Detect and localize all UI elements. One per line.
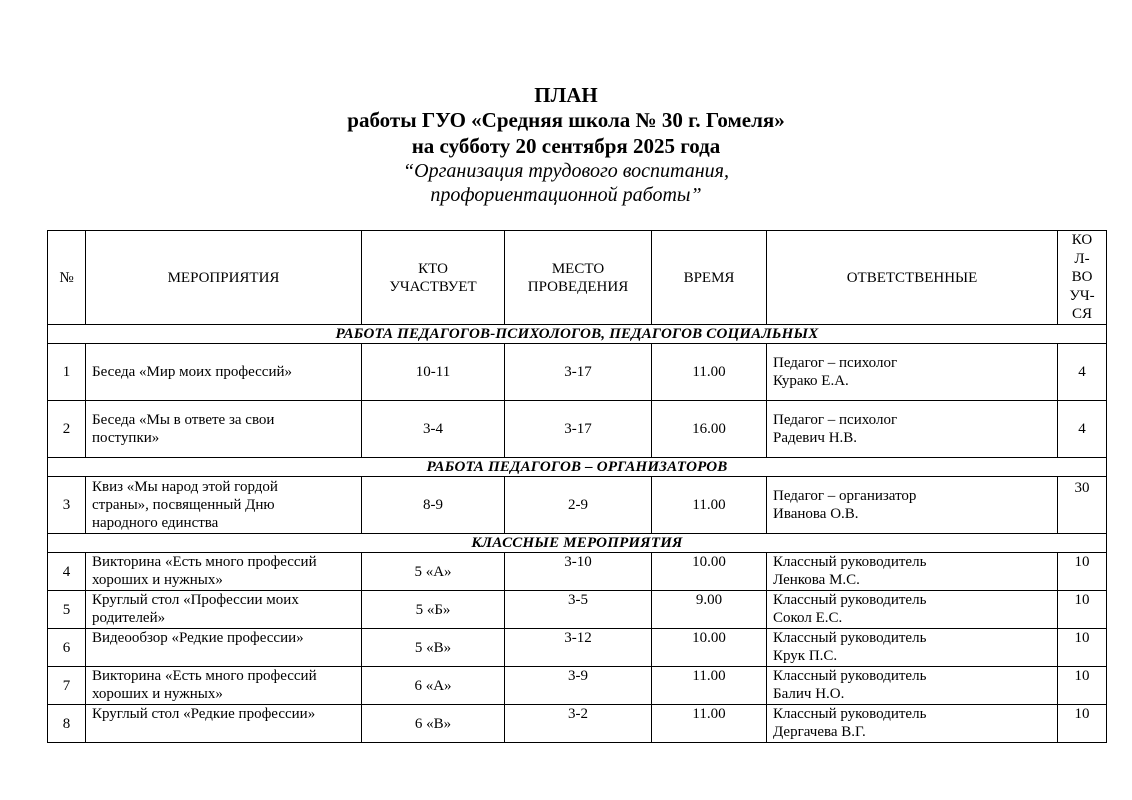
row-participants: 6 «В» <box>362 705 505 743</box>
row-responsible: Классный руководитель Сокол Е.С. <box>767 591 1058 629</box>
row-num: 8 <box>48 705 86 743</box>
row-num: 2 <box>48 401 86 458</box>
row-num: 5 <box>48 591 86 629</box>
row-participants: 10-11 <box>362 344 505 401</box>
row-place: 2-9 <box>505 477 652 534</box>
row-count: 10 <box>1058 629 1107 667</box>
table-row <box>48 477 1107 534</box>
row-time: 11.00 <box>652 344 767 401</box>
row-responsible: Классный руководитель Ленкова М.С. <box>767 553 1058 591</box>
row-count: 4 <box>1058 401 1107 458</box>
plan-table <box>47 230 1107 743</box>
section-title: РАБОТА ПЕДАГОГОВ-ПСИХОЛОГОВ, ПЕДАГОГОВ СОЦИАЛЬНЫХ <box>48 325 1107 344</box>
row-participants: 6 «А» <box>362 667 505 705</box>
row-event: Викторина «Есть много профессий хороших и нужных» <box>86 667 362 705</box>
row-responsible: Классный руководитель Балич Н.О. <box>767 667 1058 705</box>
row-time: 10.00 <box>652 629 767 667</box>
row-participants: 5 «В» <box>362 629 505 667</box>
row-count: 10 <box>1058 705 1107 743</box>
plan-date: на субботу 20 сентября 2025 года <box>411 133 721 158</box>
section-row <box>48 458 1107 477</box>
col-header-responsible: ОТВЕТСТВЕННЫЕ <box>767 231 1058 325</box>
row-count: 10 <box>1058 553 1107 591</box>
row-count: 10 <box>1058 667 1107 705</box>
row-event: Квиз «Мы народ этой гордой страны», посвященный Дню народного единства <box>86 477 362 534</box>
row-place: 3-9 <box>505 667 652 705</box>
row-event: Викторина «Есть много профессий хороших и нужных» <box>86 553 362 591</box>
row-responsible: Педагог – психолог Курако Е.А. <box>767 344 1058 401</box>
row-responsible: Педагог – организатор Иванова О.В. <box>767 477 1058 534</box>
row-count: 4 <box>1058 344 1107 401</box>
plan-theme-line-2: профориентационной работы” <box>430 184 702 206</box>
row-responsible: Классный руководитель Крук П.С. <box>767 629 1058 667</box>
plan-title: ПЛАН <box>534 83 598 107</box>
plan-theme-line-1: “Организация трудового воспитания, <box>403 160 729 182</box>
row-num: 6 <box>48 629 86 667</box>
table-row <box>48 553 1107 591</box>
row-time: 10.00 <box>652 553 767 591</box>
col-header-place: МЕСТО ПРОВЕДЕНИЯ <box>505 231 652 325</box>
document-header <box>0 82 1132 207</box>
row-place: 3-5 <box>505 591 652 629</box>
col-header-count: КО Л- ВО УЧ- СЯ <box>1058 231 1107 325</box>
row-participants: 5 «Б» <box>362 591 505 629</box>
table-row <box>48 667 1107 705</box>
table-row <box>48 705 1107 743</box>
row-participants: 5 «А» <box>362 553 505 591</box>
row-count: 30 <box>1058 477 1107 534</box>
section-title: КЛАССНЫЕ МЕРОПРИЯТИЯ <box>48 534 1107 553</box>
row-time: 11.00 <box>652 477 767 534</box>
section-row <box>48 325 1107 344</box>
section-title: РАБОТА ПЕДАГОГОВ – ОРГАНИЗАТОРОВ <box>48 458 1107 477</box>
row-num: 7 <box>48 667 86 705</box>
row-event: Беседа «Мир моих профессий» <box>86 344 362 401</box>
col-header-event: МЕРОПРИЯТИЯ <box>86 231 362 325</box>
row-place: 3-12 <box>505 629 652 667</box>
row-time: 11.00 <box>652 667 767 705</box>
section-row <box>48 534 1107 553</box>
row-count: 10 <box>1058 591 1107 629</box>
table-row <box>48 401 1107 458</box>
row-place: 3-10 <box>505 553 652 591</box>
row-place: 3-17 <box>505 344 652 401</box>
table-row <box>48 344 1107 401</box>
row-participants: 8-9 <box>362 477 505 534</box>
row-time: 9.00 <box>652 591 767 629</box>
row-event: Беседа «Мы в ответе за свои поступки» <box>86 401 362 458</box>
row-event: Видеообзор «Редкие профессии» <box>86 629 362 667</box>
row-place: 3-17 <box>505 401 652 458</box>
row-responsible: Классный руководитель Дергачева В.Г. <box>767 705 1058 743</box>
table-row <box>48 591 1107 629</box>
school-name: работы ГУО «Средняя школа № 30 г. Гомеля» <box>347 108 785 132</box>
row-event: Круглый стол «Профессии моих родителей» <box>86 591 362 629</box>
col-header-participants: КТО УЧАСТВУЕТ <box>362 231 505 325</box>
row-participants: 3-4 <box>362 401 505 458</box>
col-header-num: № <box>48 231 86 325</box>
row-event: Круглый стол «Редкие профессии» <box>86 705 362 743</box>
col-header-time: ВРЕМЯ <box>652 231 767 325</box>
row-responsible: Педагог – психолог Радевич Н.В. <box>767 401 1058 458</box>
table-row <box>48 629 1107 667</box>
row-time: 16.00 <box>652 401 767 458</box>
row-num: 1 <box>48 344 86 401</box>
row-time: 11.00 <box>652 705 767 743</box>
row-place: 3-2 <box>505 705 652 743</box>
table-header-row <box>48 231 1107 325</box>
row-num: 3 <box>48 477 86 534</box>
row-num: 4 <box>48 553 86 591</box>
